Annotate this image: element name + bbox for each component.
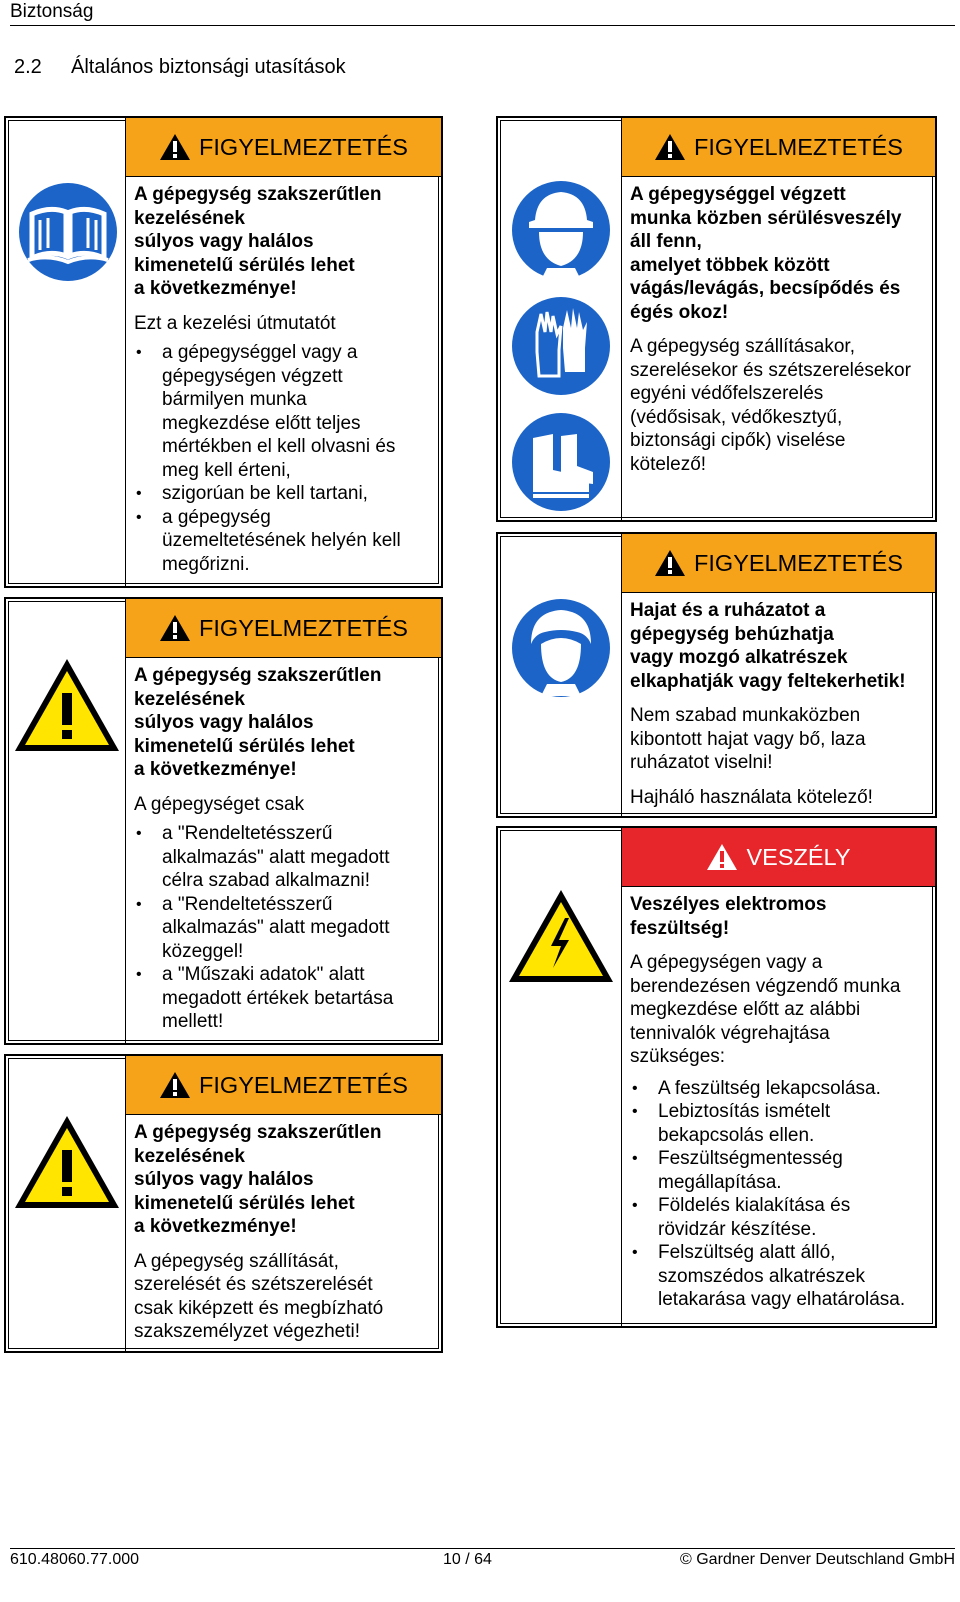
hazard-line: munka közben sérülésveszély (630, 207, 902, 229)
signal-word: FIGYELMEZTETÉS (199, 133, 408, 160)
general-warning-icon (13, 1114, 121, 1210)
body-line: A gépegység szállításakor, (630, 336, 855, 357)
instruction-list (134, 822, 433, 1034)
body-line: kibontott hajat vagy bő, laza (630, 728, 866, 750)
body-line: szerelését és szétszerelését (134, 1274, 373, 1295)
warning-box-transport (4, 1054, 443, 1353)
body-line: biztonsági cipők) viselése (630, 430, 846, 451)
body-line: berendezésen végzendő munka (630, 975, 901, 997)
danger-triangle-icon (706, 843, 738, 871)
list-item: • Felszültség alatt álló, szomszédos alkatrészek letakarása vagy elhatárolása. (630, 1241, 927, 1312)
hazard-line: a következménye! (134, 1216, 297, 1237)
page-footer (10, 1548, 955, 1568)
warning-box-ppe (496, 116, 937, 522)
instruction-list (630, 1077, 927, 1312)
list-item: • a "Rendeltetésszerű alkalmazás" alatt megadott közeggel! (134, 893, 433, 964)
hazard-line: kezelésének (134, 207, 245, 229)
hazard-line: Hajat és a ruházatot a (630, 600, 826, 621)
signal-word: VESZÉLY (746, 843, 851, 870)
signal-word-banner (126, 599, 441, 658)
body-line: Nem szabad munkaközben (630, 705, 861, 726)
copyright: © Gardner Denver Deutschland GmbH (679, 1551, 955, 1568)
body-line: szükséges: (630, 1046, 726, 1067)
hazard-line: súlyos vagy halálos (134, 231, 314, 252)
hazard-line: súlyos vagy halálos (134, 1169, 314, 1190)
hazard-line: amelyet többek között (630, 254, 830, 276)
body-line: A gépegységen vagy a (630, 952, 823, 973)
list-item: • a gépegység üzemeltetésének helyén kell megőrizni. (134, 506, 433, 577)
warning-triangle-icon (159, 133, 191, 161)
body-line: kötelező! (630, 453, 707, 475)
hazard-line: a következménye! (134, 278, 297, 299)
signal-word: FIGYELMEZTETÉS (199, 614, 408, 641)
body-line: tennivalók végrehajtása (630, 1022, 830, 1044)
list-item: • Feszültségmentesség megállapítása. (630, 1147, 927, 1194)
warning-triangle-icon (654, 133, 686, 161)
list-item: • Lebiztosítás ismételt bekapcsolás ellen. (630, 1100, 927, 1147)
list-item: • a gépegységgel vagy a gépegységen végzett bármilyen munka megkezdése előtt teljes mértékben el kell olvasni és meg kell érteni, (134, 341, 433, 482)
section-number: 2.2 (14, 56, 42, 78)
hazard-line: Veszélyes elektromos (630, 894, 827, 915)
hazard-line: kezelésének (134, 1145, 245, 1167)
warning-triangle-icon (654, 549, 686, 577)
hazard-line: kezelésének (134, 688, 245, 710)
body-line: szakszemélyzet végezheti! (134, 1321, 360, 1342)
instruction-intro: Ezt a kezelési útmutatót (134, 312, 336, 334)
doc-number: 610.48060.77.000 (10, 1551, 140, 1568)
body-line: ruházatot viselni! (630, 752, 773, 773)
body-line: A gépegység szállítását, (134, 1250, 339, 1272)
warning-triangle-icon (159, 1071, 191, 1099)
warning-box-manual (4, 116, 443, 588)
read-manual-icon (14, 178, 122, 286)
hazard-line: égés okoz! (630, 301, 729, 323)
body-line: megkezdése előtt az alábbi (630, 999, 861, 1020)
hard-hat-icon (507, 176, 615, 284)
hazard-line: áll fenn, (630, 231, 702, 252)
list-item: • szigorúan be kell tartani, (134, 482, 433, 506)
body-line: (védősisak, védőkesztyű, (630, 406, 843, 428)
instruction-intro: A gépegységet csak (134, 793, 305, 815)
warning-box-hairnet (496, 532, 937, 818)
body-line: egyéni védőfelszerelés (630, 383, 824, 404)
danger-box-electrical (496, 826, 937, 1328)
warning-triangle-icon (159, 614, 191, 642)
hazard-line: gépegység behúzhatja (630, 623, 834, 645)
hazard-line: A gépegység szakszerűtlen (134, 665, 382, 686)
hazard-line: feszültség! (630, 917, 730, 939)
list-item: • a "Műszaki adatok" alatt megadott értékek betartása mellett! (134, 963, 433, 1034)
body-line: csak kiképzett és megbízható (134, 1297, 384, 1319)
signal-word: FIGYELMEZTETÉS (199, 1071, 408, 1098)
section-heading (14, 56, 346, 79)
section-title: Általános biztonsági utasítások (71, 56, 346, 78)
page-header (10, 0, 955, 26)
hazard-line: vagy mozgó alkatrészek (630, 647, 848, 668)
list-item: • A feszültség lekapcsolása. (630, 1077, 927, 1101)
list-item: • a "Rendeltetésszerű alkalmazás" alatt megadott célra szabad alkalmazni! (134, 822, 433, 893)
signal-word-banner (622, 828, 935, 887)
page-number: 10 / 64 (443, 1551, 492, 1568)
body-line: Hajháló használata kötelező! (630, 786, 873, 808)
warning-box-intended-use (4, 597, 443, 1045)
safety-boots-icon (507, 408, 615, 516)
hazard-line: kimenetelű sérülés lehet (134, 254, 355, 276)
signal-word-banner (622, 118, 935, 177)
list-item: • Földelés kialakítása és rövidzár készítése. (630, 1194, 927, 1241)
header-title: Biztonság (10, 1, 94, 22)
electrical-hazard-icon (507, 888, 615, 984)
hazard-line: súlyos vagy halálos (134, 712, 314, 733)
hazard-line: A gépegység szakszerűtlen (134, 184, 382, 205)
hazard-line: kimenetelű sérülés lehet (134, 735, 355, 757)
signal-word-banner (126, 1056, 441, 1115)
signal-word-banner (126, 118, 441, 177)
hazard-line: A gépegységgel végzett (630, 184, 846, 205)
protective-gloves-icon (507, 292, 615, 400)
hazard-line: A gépegység szakszerűtlen (134, 1122, 382, 1143)
hair-net-icon (507, 594, 615, 702)
hazard-line: kimenetelű sérülés lehet (134, 1192, 355, 1214)
general-warning-icon (13, 657, 121, 753)
hazard-line: elkaphatják vagy feltekerhetik! (630, 670, 906, 692)
body-line: szerelésekor és szétszerelésekor (630, 359, 911, 381)
signal-word: FIGYELMEZTETÉS (694, 133, 903, 160)
instruction-list (134, 341, 433, 576)
signal-word-banner (622, 534, 935, 593)
hazard-line: a következménye! (134, 759, 297, 780)
signal-word: FIGYELMEZTETÉS (694, 549, 903, 576)
hazard-line: vágás/levágás, becsípődés és (630, 278, 901, 299)
